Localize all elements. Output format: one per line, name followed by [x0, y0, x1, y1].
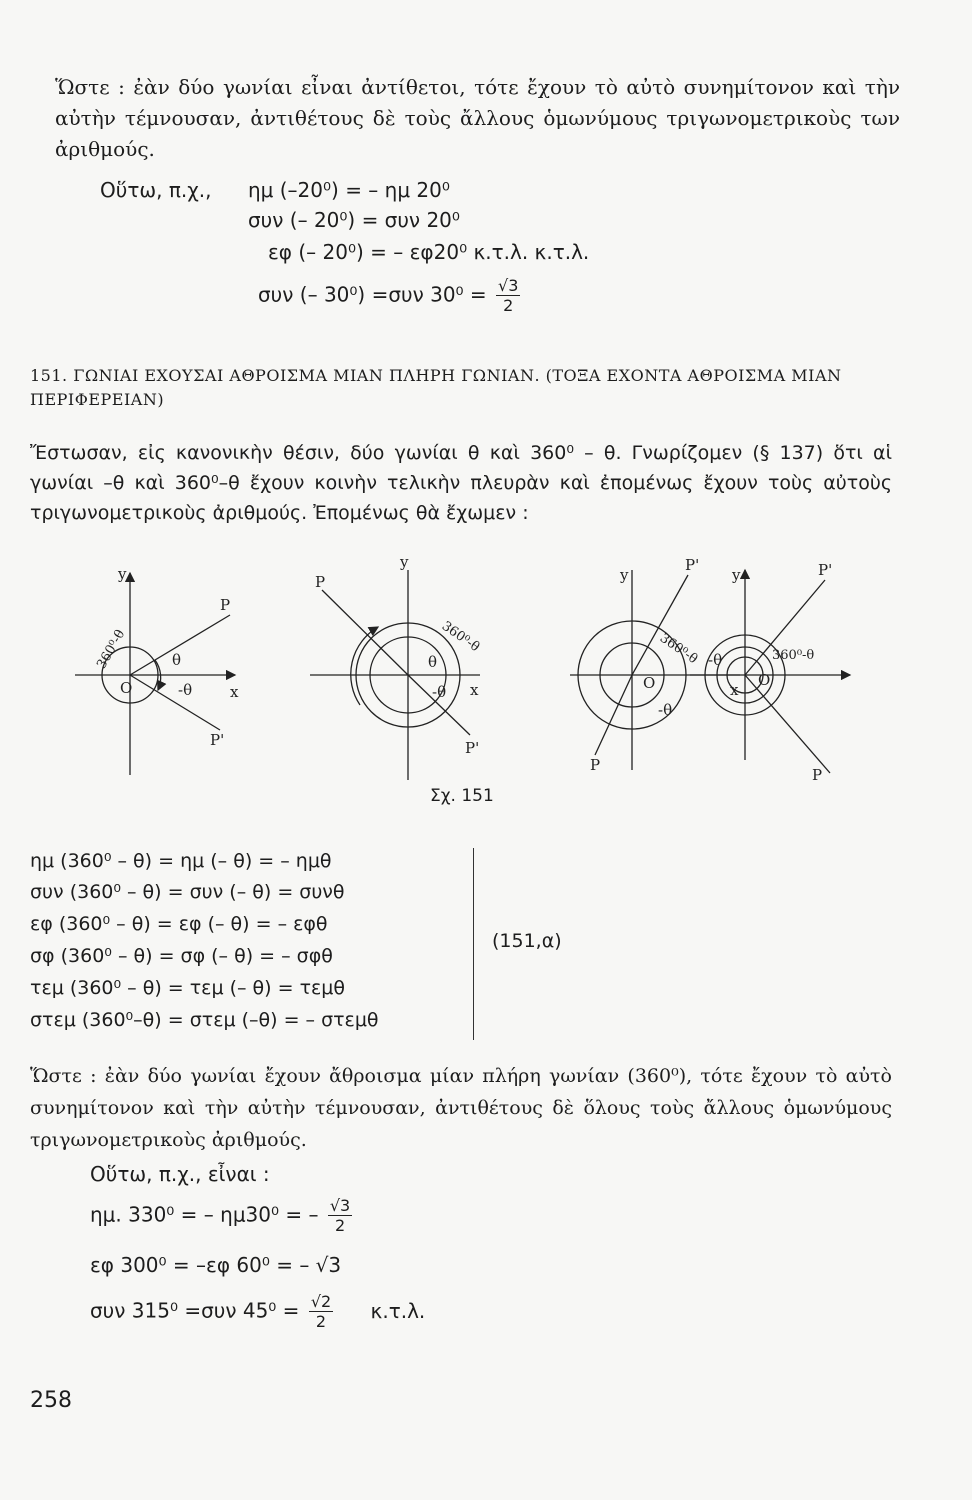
example-cos315	[90, 1294, 425, 1330]
cos315-lhs: συν 315⁰ =συν 45⁰ =	[90, 1298, 300, 1323]
formula-cot: σφ (360⁰ – θ) = σφ (– θ) = – σφθ	[30, 945, 333, 967]
label-x-1: x	[230, 683, 239, 701]
label-O-3: O	[643, 674, 656, 692]
sin330-fraction	[328, 1198, 352, 1234]
label-y-4: y	[732, 566, 741, 584]
cos30-lhs: συν (– 30⁰) =συν 30⁰ =	[258, 282, 487, 307]
label-P-4: P	[812, 766, 823, 784]
cos315-denominator: 2	[315, 1312, 327, 1331]
label-P-1: P	[220, 596, 231, 614]
label-neg-theta-4: -θ	[708, 651, 723, 669]
figure-151	[60, 555, 860, 785]
label-y-1: y	[118, 565, 127, 583]
intro-text: Ὥστε : ἐὰν δύο γωνίαι εἶναι ἀντίθετοι, τότε ἔχουν τὸ αὐτὸ συνημίτονον καὶ τὴν αὐτὴν τέμνουσαν, ἀντιθέτους δὲ τοὺς ἄλλους ὁμωνύμους τριγωνομετρικοὺς των ἀριθμούς.	[55, 75, 900, 161]
example-sin330	[90, 1198, 355, 1234]
sin330-lhs: ημ. 330⁰ = – ημ30⁰ = –	[90, 1202, 319, 1227]
cos30-numerator: √3	[498, 276, 519, 295]
cos30-fraction	[496, 278, 520, 314]
cos315-fraction	[309, 1294, 333, 1330]
examples-lead: Οὕτω, π.χ.,	[100, 178, 212, 202]
figure-panel-2	[310, 570, 483, 780]
example-cos-neg20: συν (– 20⁰) = συν 20⁰	[248, 208, 460, 232]
page-number: 258	[30, 1388, 72, 1413]
label-arc-2: 360⁰-θ	[438, 618, 483, 656]
formula-sec: τεμ (360⁰ – θ) = τεμ (– θ) = τεμθ	[30, 977, 345, 999]
label-arc-4: 360⁰-θ	[772, 648, 815, 663]
example-cos-neg30	[258, 278, 523, 314]
examples2-lead: Οὕτω, π.χ., εἶναι :	[90, 1162, 270, 1186]
formula-tan: εφ (360⁰ – θ) = εφ (– θ) = – εφθ	[30, 913, 328, 935]
label-neg-theta-1: -θ	[178, 681, 193, 699]
label-Pp-1: P'	[210, 731, 225, 749]
label-y-3: y	[620, 566, 629, 584]
terminal-side-pp-1	[130, 675, 220, 730]
label-Pp-3: P'	[685, 556, 700, 574]
example-tan-neg20: εφ (– 20⁰) = – εφ20⁰ κ.τ.λ. κ.τ.λ.	[268, 240, 590, 264]
label-O-1: O	[120, 679, 133, 697]
label-theta-1: θ	[172, 651, 182, 669]
terminal-side-p-2	[322, 590, 408, 675]
label-Pp-2: P'	[465, 739, 480, 757]
formula-reference: (151,α)	[492, 930, 562, 952]
formula-sin: ημ (360⁰ – θ) = ημ (– θ) = – ημθ	[30, 850, 332, 872]
label-O-4: O	[758, 671, 771, 689]
formula-csc: στεμ (360⁰–θ) = στεμ (–θ) = – στεμθ	[30, 1009, 379, 1031]
label-P-2: P	[315, 573, 326, 591]
label-arc-3: 360⁰-θ	[656, 630, 701, 668]
label-theta-2: θ	[428, 653, 438, 671]
cos315-numerator: √2	[310, 1292, 332, 1311]
label-x-2: x	[470, 681, 479, 699]
example-tan300: εφ 300⁰ = –εφ 60⁰ = – √3	[90, 1253, 342, 1277]
label-neg-theta-3: -θ	[658, 701, 673, 719]
section-body: Ἔστωσαν, εἰς κανονικὴν θέσιν, δύο γωνίαι θ καὶ 360⁰ – θ. Γνωρίζομεν (§ 137) ὅτι αἱ γωνίαι –θ καὶ 360⁰–θ ἔχουν κοινὴν τελικὴν πλευρὰν καὶ ἐπομένως ἔχουν τοὺς αὐτοὺς τριγωνομετρικοὺς ἀριθμούς. Ἐπομένως θὰ ἔχωμεν :	[30, 442, 892, 524]
section-title: 151. ΓΩΝΙΑΙ ΕΧΟΥΣΑΙ ΑΘΡΟΙΣΜΑ ΜΙΑΝ ΠΛΗΡΗ ΓΩΝΙΑΝ. (ΤΟΞΑ ΕΧΟΝΤΑ ΑΘΡΟΙΣΜΑ ΜΙΑΝ ΠΕΡΙΦΕΡΕΙΑΝ)	[30, 366, 842, 409]
terminal-side-p-4	[745, 675, 830, 773]
intro-paragraph	[55, 72, 900, 165]
label-neg-theta-2: -θ	[432, 683, 447, 701]
label-Pp-4: P'	[818, 561, 833, 579]
formula-cos: συν (360⁰ – θ) = συν (– θ) = συνθ	[30, 881, 345, 903]
formula-brace	[465, 848, 474, 1040]
conclusion-paragraph: Ὥστε : ἐὰν δύο γωνίαι ἔχουν ἄθροισμα μίαν πλήρη γωνίαν (360⁰), τότε ἔχουν τὸ αὐτὸ συνημίτονον καὶ τὴν αὐτὴν τέμνουσαν, ἀντιθέτους δὲ ὅλους τοὺς ἄλλους ὁμωνύμους τριγωνομετρικοὺς ἀριθμούς.	[30, 1065, 892, 1151]
sin330-numerator: √3	[329, 1196, 351, 1215]
cos30-denominator: 2	[503, 296, 514, 315]
figure-caption: Σχ. 151	[430, 786, 494, 806]
figure-panel-3	[570, 570, 740, 770]
example-sin-neg20: ημ (–20⁰) = – ημ 20⁰	[248, 178, 450, 202]
label-x-3: x	[730, 681, 739, 699]
terminal-side-p-3	[595, 675, 632, 755]
label-arc-1: 360⁰-θ	[94, 627, 129, 672]
label-P-3: P	[590, 756, 601, 774]
cos315-tail: κ.τ.λ.	[370, 1298, 426, 1323]
label-y-2: y	[400, 555, 409, 571]
sin330-denominator: 2	[334, 1216, 346, 1235]
